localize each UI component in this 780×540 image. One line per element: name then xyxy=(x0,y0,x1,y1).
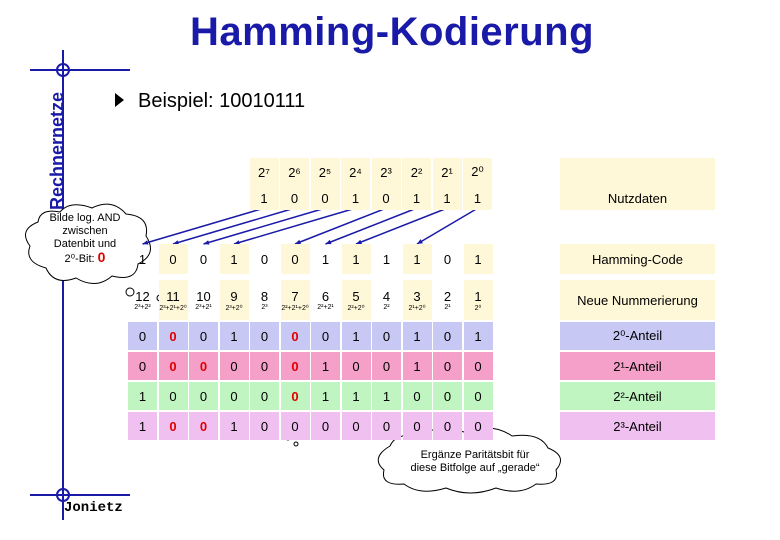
anteil-cell: 0 xyxy=(159,322,188,350)
anteil-cell: 0 xyxy=(433,382,462,410)
hamming-cell: 0 xyxy=(199,251,208,267)
position-decomposition: 2¹+2⁰ xyxy=(408,304,426,312)
hamming-cell: 0 xyxy=(443,251,452,267)
hamming-cell: 1 xyxy=(382,251,391,267)
power-cell: 2⁶ xyxy=(280,158,309,186)
number-cell xyxy=(281,280,310,320)
hamming-cell: 0 xyxy=(260,251,269,267)
anteil-label: 2³-Anteil xyxy=(560,412,715,440)
anteil-cell: 0 xyxy=(372,352,401,380)
anteil-cell: 0 xyxy=(464,412,493,440)
anteil-cell: 0 xyxy=(281,412,310,440)
label-cell xyxy=(560,158,715,186)
cloud-bottom-text xyxy=(390,449,560,475)
position-decomposition: 2¹ xyxy=(444,304,451,311)
cloud-bottom-line: Ergänze Paritätsbit für xyxy=(420,449,530,461)
anteil-cell: 1 xyxy=(403,352,432,380)
numbers-label: Neue Nummerierung xyxy=(560,280,715,320)
anteil-label: 2²-Anteil xyxy=(560,382,715,410)
anteil-cell: 0 xyxy=(403,382,432,410)
anteil-cell: 1 xyxy=(311,352,340,380)
anteil-cell: 0 xyxy=(342,352,371,380)
number-cell xyxy=(128,280,157,320)
anteil-cell: 0 xyxy=(433,412,462,440)
example-text: Beispiel: 10010111 xyxy=(138,90,306,112)
power-cell: 2⁰ xyxy=(463,158,492,186)
anteil-cell: 1 xyxy=(311,382,340,410)
position-number: 9 xyxy=(230,288,238,304)
hamming-cell: 1 xyxy=(138,251,147,267)
anteil-cell: 0 xyxy=(311,412,340,440)
anteil-cell: 0 xyxy=(372,412,401,440)
position-number: 3 xyxy=(413,288,421,304)
mapping-arrow xyxy=(143,208,265,244)
anteil-cell: 0 xyxy=(311,322,340,350)
number-cell xyxy=(220,280,249,320)
power-cell: 2⁵ xyxy=(311,158,340,186)
hamming-cell: 1 xyxy=(220,244,249,274)
position-number: 2 xyxy=(443,289,452,304)
position-number: 10 xyxy=(196,289,211,304)
mapping-arrow xyxy=(173,208,295,244)
side-title-text: Rechnernetze xyxy=(47,91,67,210)
page-title: Hamming-Kodierung xyxy=(190,10,595,54)
anteil-cell: 0 xyxy=(189,322,218,350)
anteil-cell: 0 xyxy=(159,382,188,410)
data-bit-cell: 1 xyxy=(341,186,370,210)
number-cell xyxy=(342,280,371,320)
author: Jonietz xyxy=(64,500,123,516)
anteil-cell: 1 xyxy=(342,322,371,350)
position-decomposition: 2⁰ xyxy=(474,304,482,312)
position-decomposition: 2² xyxy=(383,304,390,311)
data-bit-cell: 0 xyxy=(280,186,309,210)
hamming-cell: 0 xyxy=(159,244,188,274)
hamming-cell: 1 xyxy=(464,244,493,274)
data-bit-cell: 0 xyxy=(311,186,340,210)
number-cell xyxy=(433,280,462,320)
number-cell xyxy=(464,280,493,320)
position-number: 4 xyxy=(382,289,391,304)
number-cell xyxy=(403,280,432,320)
power-cell: 2⁷ xyxy=(250,158,279,186)
anteil-cell: 0 xyxy=(250,382,279,410)
mapping-arrow xyxy=(417,208,478,244)
number-cell xyxy=(250,280,279,320)
example-bullet xyxy=(115,90,305,113)
position-number: 6 xyxy=(321,289,330,304)
anteil-cell: 1 xyxy=(128,412,157,440)
anteil-cell: 0 xyxy=(342,412,371,440)
position-decomposition: 2³+2² xyxy=(134,304,151,311)
data-bit-cell: 1 xyxy=(250,186,279,210)
position-decomposition: 2²+2⁰ xyxy=(347,304,365,312)
position-number: 11 xyxy=(166,288,180,304)
power-cell: 2¹ xyxy=(433,158,462,186)
position-decomposition: 2³+2¹ xyxy=(195,304,212,311)
position-number: 7 xyxy=(291,288,299,304)
position-number: 1 xyxy=(474,288,482,304)
power-cell: 2⁴ xyxy=(341,158,370,186)
anteil-cell: 1 xyxy=(403,322,432,350)
anteil-cell: 0 xyxy=(189,352,218,380)
data-bit-cell: 1 xyxy=(402,186,431,210)
position-decomposition: 2³+2¹+2⁰ xyxy=(159,304,187,312)
anteil-cell: 0 xyxy=(281,382,310,410)
anteil-cell: 1 xyxy=(220,412,249,440)
number-cell xyxy=(189,280,218,320)
anteil-cell: 0 xyxy=(464,382,493,410)
position-number: 12 xyxy=(135,289,150,304)
anteil-cell: 0 xyxy=(159,412,188,440)
anteil-cell: 0 xyxy=(281,322,310,350)
mapping-arrows xyxy=(143,208,479,245)
anteil-cell: 0 xyxy=(281,352,310,380)
anteil-label: 2⁰-Anteil xyxy=(560,322,715,350)
power-cell: 2² xyxy=(402,158,431,186)
hamming-cell: 1 xyxy=(403,244,432,274)
number-cell xyxy=(159,280,188,320)
anteil-cell: 0 xyxy=(128,352,157,380)
cloud-left-line: 2⁰-Bit: xyxy=(64,253,98,265)
anteil-cell: 1 xyxy=(372,382,401,410)
cloud-left-text xyxy=(30,212,140,266)
anteil-cell: 0 xyxy=(220,352,249,380)
position-number: 8 xyxy=(260,289,269,304)
number-cell xyxy=(372,280,401,320)
anteil-cell: 0 xyxy=(250,352,279,380)
hamming-label: Hamming-Code xyxy=(560,244,715,274)
anteil-cell: 1 xyxy=(128,382,157,410)
hamming-cell: 0 xyxy=(281,244,310,274)
hamming-cell: 1 xyxy=(321,251,330,267)
position-number: 5 xyxy=(352,288,360,304)
position-decomposition: 2²+2¹+2⁰ xyxy=(281,304,309,312)
anteil-cell: 0 xyxy=(159,352,188,380)
cloud-left-zero: 0 xyxy=(97,249,106,265)
position-decomposition: 2³ xyxy=(261,304,268,311)
anteil-cell: 0 xyxy=(403,412,432,440)
anteil-cell: 0 xyxy=(433,352,462,380)
anteil-cell: 0 xyxy=(433,322,462,350)
anteil-cell: 0 xyxy=(250,412,279,440)
position-decomposition: 2³+2⁰ xyxy=(225,304,243,312)
anteil-cell: 0 xyxy=(220,382,249,410)
number-cell xyxy=(311,280,340,320)
hamming-cell: 1 xyxy=(342,244,371,274)
anteil-cell: 0 xyxy=(464,352,493,380)
position-decomposition: 2²+2¹ xyxy=(317,304,334,311)
data-label: Nutzdaten xyxy=(560,186,715,210)
anteil-cell: 1 xyxy=(464,322,493,350)
cloud-left-line: Datenbit und xyxy=(53,238,117,250)
cloud-left-line: Bilde log. AND xyxy=(49,212,121,224)
anteil-label: 2¹-Anteil xyxy=(560,352,715,380)
triangle-bullet-icon xyxy=(115,93,124,107)
anteil-cell: 0 xyxy=(128,322,157,350)
cloud-bottom-line: diese Bitfolge auf „gerade“ xyxy=(410,462,540,474)
anteil-cell: 1 xyxy=(220,322,249,350)
cloud-left-line: zwischen xyxy=(62,225,108,237)
anteil-cell: 0 xyxy=(189,382,218,410)
data-bit-cell: 0 xyxy=(372,186,401,210)
anteil-cell: 0 xyxy=(189,412,218,440)
data-bit-cell: 1 xyxy=(433,186,462,210)
anteil-cell: 0 xyxy=(372,322,401,350)
data-bit-cell: 1 xyxy=(463,186,492,210)
anteil-cell: 1 xyxy=(342,382,371,410)
power-cell: 2³ xyxy=(372,158,401,186)
anteil-cell: 0 xyxy=(250,322,279,350)
